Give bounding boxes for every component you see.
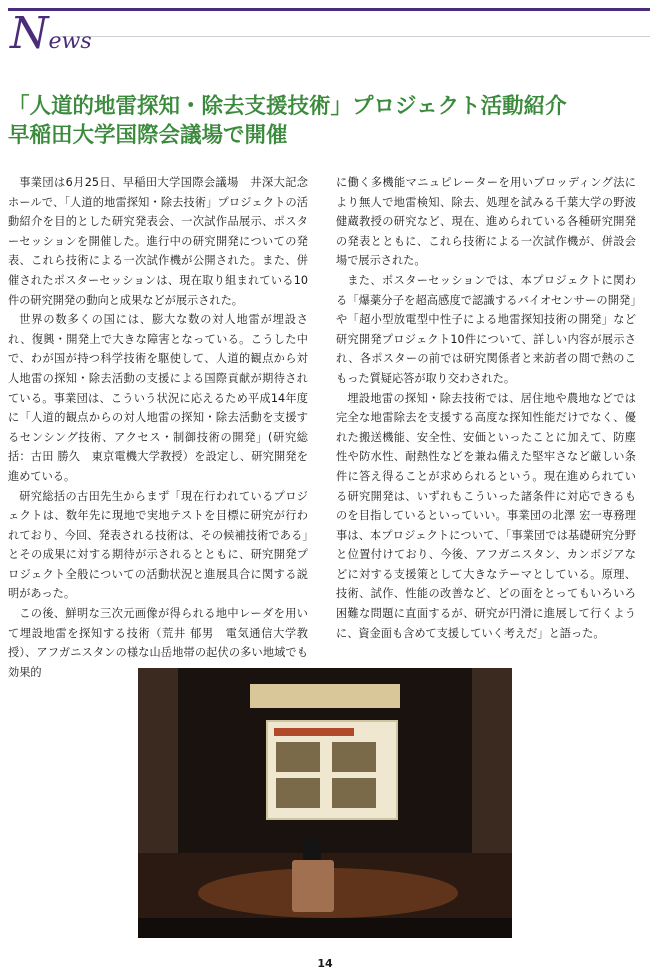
- page-number: 14: [317, 957, 333, 970]
- body-paragraph: また、ポスターセッションでは、本プロジェクトに関わる「爆薬分子を超高感度で認識するバイオセンサーの開発」や「超小型放電型中性子による地雷探知技術の開発」など研究開発プロジェクト10件について、詳しい内容が展示され、各ポスターの前では研究関係者と来訪者の間で熱のこもった質疑応答が取り交わされた。: [336, 273, 636, 385]
- news-logo-rest: ews: [48, 29, 92, 54]
- body-paragraph: この後、鮮明な三次元画像が得られる地中レーダを用いて埋設地雷を探知する技術（荒井 郁男 電気通信大学教授）、アフガニスタンの様な山岳地帯の起伏の多い地域でも効果的: [8, 607, 308, 679]
- article-title-line1: 「人道的地雷探知・除去支援技術」プロジェクト活動紹介: [8, 94, 567, 119]
- slide-image: [332, 742, 376, 772]
- lecture-hall-photo: [138, 668, 512, 938]
- article-title-line2: 早稲田大学国際会議場で開催: [8, 123, 288, 148]
- news-header: [0, 0, 650, 60]
- body-column-right: [336, 173, 636, 643]
- news-logo: [10, 8, 92, 59]
- slide-heading: [274, 728, 354, 736]
- slide-image: [276, 742, 320, 772]
- article-title: [8, 92, 648, 150]
- header-bottom-rule: [60, 36, 650, 37]
- body-paragraph-continued: に働く多機能マニュピレーターを用いブロッディング法により無人で地雷検知、除去、処理を試みる千葉大学の野波 健蔵教授の研究など、現在、進められている各種研究開発の発表とともに、これら技術による一次試作機が、併設会場で展示された。: [336, 176, 636, 268]
- speaker: [303, 836, 321, 862]
- body-paragraph: 事業団は6月25日、早稲田大学国際会議場 井深大記念ホールで、「人道的地雷探知・除去技術」プロジェクトの活動紹介を目的とした研究発表会、一次試作品展示、ポスターセッションを開催した。進行中の研究開発についての発表、これら技術による一次試作機が公開された。また、併催されたポスターセッションは、現在取り組まれている10件の研究開発の動向と成果などが展示された。: [8, 176, 308, 307]
- body-column-left: [8, 173, 308, 682]
- slide-image: [332, 778, 376, 808]
- news-logo-initial: N: [10, 8, 49, 59]
- audience-seats: [138, 918, 512, 938]
- projection-screen: [266, 720, 398, 820]
- body-paragraph: 埋設地雷の探知・除去技術では、居住地や農地などでは完全な地雷除去を支援する高度な探知性能だけでなく、優れた搬送機能、安全性、安価といったことに加えて、防塵性や防水性、耐熱性などを兼ね備えた堅牢さなど厳しい条件に答え得ることが求められるという。現在進められている研究開発は、いずれもこういった諸条件に対応できるものを目指しているといっていい。事業団の北澤 宏一専務理事は、本プロジェクトについて、「事業団では基礎研究分野と位置付けており、今後、アフガニスタン、カンボジアなどに対する支援策として大きなテーマとしている。原理、技術、試作、性能の改善など、どの面をとってもいろいろ困難な問題に直面するが、研究が円滑に進展して行くように、資金面も含めて支援していく考えだ」と語った。: [336, 391, 636, 640]
- slide-image: [276, 778, 320, 808]
- header-top-rule: [8, 8, 650, 11]
- event-banner: [250, 684, 400, 708]
- podium: [292, 860, 334, 912]
- body-paragraph: 研究総括の古田先生からまず「現在行われているプロジェクトは、数年先に現地で実地テストを目標に研究が行われており、今回、発表される技術は、その候補技術である」とその成果に対する期待が示されるとともに、研究開発プロジェクト全般についての活動状況と進展具合に関する説明があった。: [8, 489, 308, 601]
- body-paragraph: 世界の数多くの国には、膨大な数の対人地雷が埋設され、復興・開発上で大きな障害となっている。こうした中で、わが国が持つ科学技術を駆使して、人道的観点から対人地雷の探知・除去活動の支援による国際貢献が期待されている。事業団は、こういう状況に応えるため平成14年度に「人道的観点からの対人地雷の探知・除去活動を支援するセンシング技術、アクセス・制御技術の開発」(研究総括：古田 勝久 東京電機大学教授）を設定し、研究開発を進めている。: [8, 313, 308, 483]
